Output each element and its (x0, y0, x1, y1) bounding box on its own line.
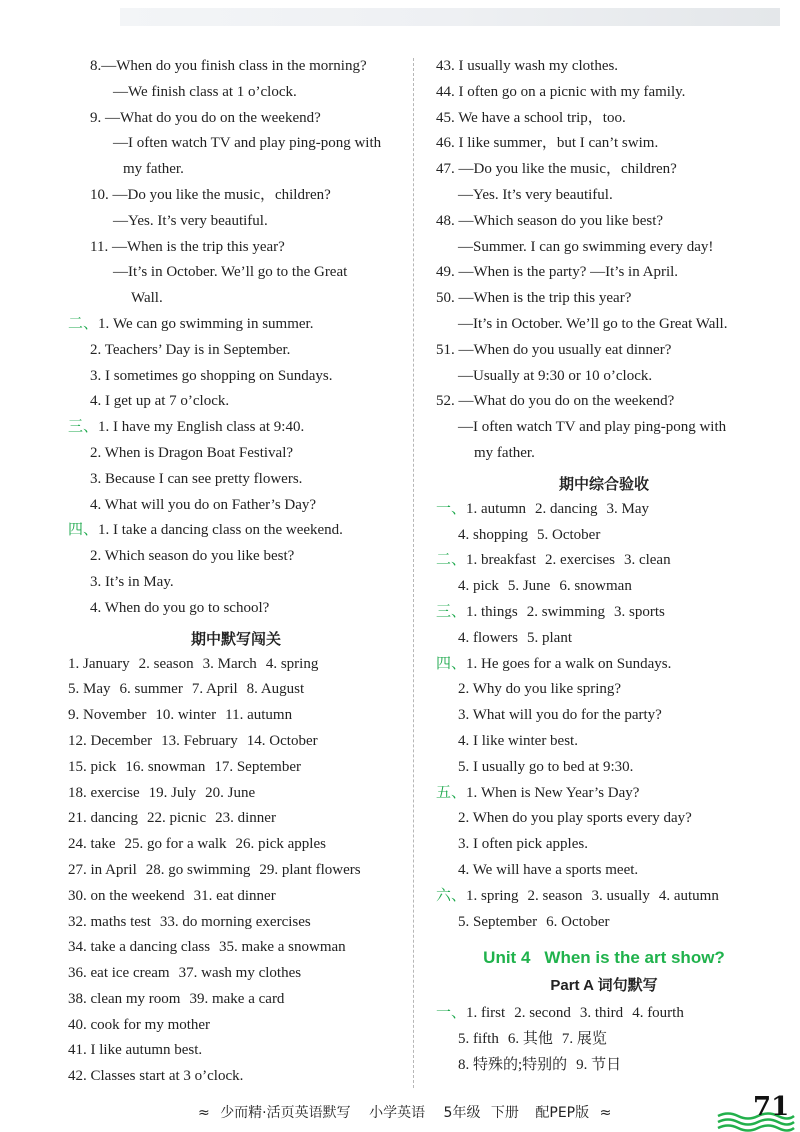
q49-line: 49. —When is the party? —It’s in April. (436, 264, 679, 281)
dictation-item: 34. take a dancing class (68, 939, 211, 956)
m3-marker: 三、 (436, 603, 467, 620)
dictation-item: 7. April (191, 681, 238, 698)
p1-row3 (436, 1053, 772, 1079)
m6-word: 5. September (458, 913, 538, 930)
q50-question: 50. —When is the trip this year? (436, 290, 632, 307)
q11-question: 11. —When is the trip this year? (90, 238, 285, 255)
wave-deco-left: ≈ (198, 1105, 210, 1121)
line-45: 45. We have a school trip，too. (436, 109, 626, 126)
sec3-item-text: 2. When is Dragon Boat Festival? (90, 444, 294, 461)
dictation-item: 1. January (68, 655, 130, 672)
line-44: 44. I often go on a picnic with my family. (436, 83, 686, 100)
dictation-row (68, 652, 404, 678)
dictation-item: 17. September (214, 758, 301, 775)
m2-word: 5. June (507, 578, 551, 595)
midterm-section-2 (436, 548, 772, 600)
midterm-section-1 (436, 497, 772, 549)
m1-row1 (436, 497, 772, 523)
part-title: Part A 词句默写 (550, 977, 658, 995)
m2-word: 6. snowman (559, 578, 632, 595)
q47-answer: —Yes. It’s very beautiful. (458, 186, 613, 203)
q11-answer-line1: —It’s in October. We’ll go to the Great (113, 264, 348, 281)
m4-item-2 (436, 677, 772, 703)
m3-word: 3. sports (614, 603, 665, 620)
m4-item-4 (436, 729, 772, 755)
q9-answer-line1: —I often watch TV and play ping-pong with (113, 135, 382, 152)
m5-item-4 (436, 858, 772, 884)
section-3-answers (68, 415, 404, 518)
sec3-item-text: 1. I have my English class at 9:40. (98, 419, 305, 436)
m2-row2 (436, 574, 772, 600)
sec3-item-3 (68, 467, 404, 493)
m5-item-text: 2. When do you play sports every day? (458, 810, 692, 827)
dictation-list (68, 652, 404, 1091)
dictation-item: 30. on the weekend (68, 887, 185, 904)
m2-word: 1. breakfast (466, 552, 536, 569)
part-a-section-1 (436, 1001, 772, 1078)
dictation-row (68, 910, 404, 936)
dictation-item: 38. clean my room (68, 990, 181, 1007)
dictation-row (68, 1038, 404, 1064)
line-46: 46. I like summer，but I can’t swim. (436, 135, 659, 152)
dictation-item: 14. October (246, 732, 318, 749)
m4-item-text: 2. Why do you like spring? (458, 681, 622, 698)
m6-word: 4. autumn (658, 887, 719, 904)
footer-series: 少而精·活页英语默写 (220, 1105, 351, 1121)
unit-heading (436, 935, 772, 971)
sec4-item-1 (68, 518, 404, 544)
dictation-item: 16. snowman (125, 758, 206, 775)
dictation-item: 22. picnic (146, 810, 207, 827)
m6-row1 (436, 884, 772, 910)
m6-word: 1. spring (466, 887, 519, 904)
m1-word: 3. May (606, 500, 649, 517)
dictation-item: 18. exercise (68, 784, 140, 801)
dictation-item: 35. make a snowman (219, 939, 346, 956)
dictation-row (68, 961, 404, 987)
q11-answer-line2: Wall. (131, 290, 163, 307)
m3-word: 4. flowers (458, 629, 518, 646)
midterm-section-6 (436, 884, 772, 936)
dictation-item: 28. go swimming (145, 861, 251, 878)
m1-marker: 一、 (436, 500, 467, 517)
p1-word: 5. fifth (458, 1031, 499, 1048)
dictation-row (68, 987, 404, 1013)
p1-row2 (436, 1027, 772, 1053)
sec4-item-text: 2. Which season do you like best? (90, 548, 295, 565)
dictation-item: 15. pick (68, 758, 117, 775)
midterm-section-3 (436, 600, 772, 652)
dictation-item: 40. cook for my mother (68, 1016, 211, 1033)
sec2-item-text: 2. Teachers’ Day is in September. (90, 341, 291, 358)
m6-word: 6. October (546, 913, 610, 930)
dictation-item: 6. summer (119, 681, 183, 698)
q52-question: 52. —What do you do on the weekend? (436, 393, 675, 410)
m6-row2 (436, 910, 772, 936)
m2-word: 3. clean (623, 552, 671, 569)
m4-item-5 (436, 755, 772, 781)
m4-item-text: 4. I like winter best. (458, 732, 578, 749)
dictation-item: 33. do morning exercises (159, 913, 311, 930)
q52-answer-line1: —I often watch TV and play ping-pong with (458, 419, 727, 436)
dictation-row (68, 729, 404, 755)
m1-word: 4. shopping (458, 526, 529, 543)
m1-row2 (436, 523, 772, 549)
sec2-item-1 (68, 312, 404, 338)
p1-word: 3. third (579, 1005, 624, 1022)
p1-word: 6. 其他 (507, 1031, 553, 1048)
sec2-item-text: 4. I get up at 7 o’clock. (90, 393, 230, 410)
m4-item-1 (436, 652, 772, 678)
p1-marker: 一、 (436, 1005, 467, 1022)
q8-question: 8.—When do you finish class in the morning? (90, 58, 367, 74)
dictation-item: 8. August (246, 681, 305, 698)
m1-word: 2. dancing (535, 500, 598, 517)
sec2-item-text: 3. I sometimes go shopping on Sundays. (90, 367, 333, 384)
m4-marker: 四、 (436, 655, 467, 672)
q9-question: 9. —What do you do on the weekend? (90, 109, 321, 126)
dictation-row (68, 858, 404, 884)
footer-edition: 配PEP版 (535, 1105, 590, 1121)
dictation-row (68, 781, 404, 807)
sec4-item-3 (68, 570, 404, 596)
dictation-item: 41. I like autumn best. (68, 1042, 203, 1059)
m3-word: 2. swimming (526, 603, 606, 620)
m2-marker: 二、 (436, 552, 467, 569)
dictation-item: 13. February (161, 732, 238, 749)
sec3-item-text: 4. What will you do on Father’s Day? (90, 496, 317, 513)
sec3-item-text: 3. Because I can see pretty flowers. (90, 470, 303, 487)
dictation-item: 29. plant flowers (259, 861, 361, 878)
midterm-section-5 (436, 781, 772, 884)
q51-question: 51. —When do you usually eat dinner? (436, 341, 672, 358)
page-footer (198, 1100, 628, 1126)
sec3-marker: 三、 (68, 419, 99, 436)
dictation-row (68, 677, 404, 703)
q10-question: 10. —Do you like the music，children? (90, 186, 331, 203)
dictation-item: 3. March (202, 655, 257, 672)
dictation-item: 32. maths test (68, 913, 151, 930)
m1-word: 1. autumn (466, 500, 527, 517)
dictation-row (68, 806, 404, 832)
midterm-section-4 (436, 652, 772, 781)
dictation-item: 36. eat ice cream (68, 965, 170, 982)
q8-answer: —We finish class at 1 o’clock. (113, 83, 297, 100)
q50-answer: —It’s in October. We’ll go to the Great Wall. (458, 315, 728, 332)
sec2-item-3 (68, 364, 404, 390)
page-number: 71 (753, 1092, 790, 1122)
dictation-row (68, 1013, 404, 1039)
section-2-answers (68, 312, 404, 415)
dictation-row (68, 755, 404, 781)
m4-item-text: 1. He goes for a walk on Sundays. (466, 655, 672, 672)
unit-label: Unit 4 (483, 948, 531, 968)
m4-item-text: 3. What will you do for the party? (458, 707, 662, 724)
dictation-item: 10. winter (155, 707, 217, 724)
dictation-item: 21. dancing (68, 810, 138, 827)
p1-row1 (436, 1001, 772, 1027)
midterm-heading: 期中综合验收 (558, 474, 649, 493)
wave-deco-right: ≈ (599, 1105, 612, 1121)
p1-word: 1. first (466, 1005, 506, 1022)
footer-term: 下册 (490, 1105, 519, 1121)
top-scan-strip (120, 8, 780, 26)
dictation-item: 25. go for a walk (124, 836, 227, 853)
right-column (436, 54, 772, 1079)
m5-marker: 五、 (436, 784, 467, 801)
m5-item-text: 1. When is New Year’s Day? (466, 784, 640, 801)
p1-word: 8. 特殊的;特别的 (458, 1056, 568, 1073)
q48-question: 48. —Which season do you like best? (436, 212, 664, 229)
sec4-item-text: 4. When do you go to school? (90, 599, 270, 616)
m2-word: 4. pick (458, 578, 499, 595)
m5-item-text: 3. I often pick apples. (458, 836, 588, 853)
m4-item-text: 5. I usually go to bed at 9:30. (458, 758, 634, 775)
dictation-item: 39. make a card (189, 990, 285, 1007)
dictation-item: 42. Classes start at 3 o’clock. (68, 1068, 244, 1085)
q52-answer-line2: my father. (474, 444, 535, 461)
m4-item-3 (436, 703, 772, 729)
sec3-item-1 (68, 415, 404, 441)
footer-subject: 小学英语 (369, 1105, 426, 1121)
dictation-row (68, 832, 404, 858)
sec2-item-text: 1. We can go swimming in summer. (98, 315, 314, 332)
m3-row1 (436, 600, 772, 626)
dictation-item: 5. May (68, 681, 111, 698)
q9-answer-line2: my father. (123, 161, 184, 178)
q51-answer: —Usually at 9:30 or 10 o’clock. (458, 367, 653, 384)
dictation-item: 2. season (138, 655, 194, 672)
p1-word: 2. second (514, 1005, 571, 1022)
dictation-row (68, 1064, 404, 1090)
dictation-item: 19. July (148, 784, 197, 801)
dictation-heading: 期中默写闯关 (190, 629, 281, 648)
footer-grade: 5年级 (443, 1105, 481, 1121)
sec2-item-4 (68, 389, 404, 415)
left-column (68, 54, 404, 1090)
sec2-item-2 (68, 338, 404, 364)
m3-word: 5. plant (527, 629, 572, 646)
m6-marker: 六、 (436, 887, 467, 904)
sec3-item-4 (68, 493, 404, 519)
sec3-item-2 (68, 441, 404, 467)
dictation-item: 24. take (68, 836, 116, 853)
unit-title: When is the art show? (544, 948, 725, 968)
line-43: 43. I usually wash my clothes. (436, 58, 619, 74)
sec4-item-text: 1. I take a dancing class on the weekend. (98, 522, 343, 539)
sec4-item-text: 3. It’s in May. (90, 573, 174, 590)
p1-word: 9. 节日 (576, 1056, 622, 1073)
dictation-item: 11. autumn (225, 707, 293, 724)
dictation-item: 31. eat dinner (193, 887, 276, 904)
p1-word: 7. 展览 (561, 1031, 607, 1048)
dictation-item: 20. June (205, 784, 256, 801)
m5-item-3 (436, 832, 772, 858)
dictation-item: 37. wash my clothes (178, 965, 302, 982)
m3-row2 (436, 626, 772, 652)
dictation-item: 4. spring (265, 655, 319, 672)
section-4-answers (68, 518, 404, 621)
m5-item-text: 4. We will have a sports meet. (458, 861, 639, 878)
dictation-item: 27. in April (68, 861, 137, 878)
sec4-item-2 (68, 544, 404, 570)
column-divider (413, 58, 414, 1088)
m5-item-1 (436, 781, 772, 807)
q48-answer: —Summer. I can go swimming every day! (458, 238, 714, 255)
sec2-marker: 二、 (68, 315, 99, 332)
m5-item-2 (436, 806, 772, 832)
m2-word: 2. exercises (544, 552, 615, 569)
sec4-marker: 四、 (68, 522, 99, 539)
dictation-row (68, 884, 404, 910)
q10-answer: —Yes. It’s very beautiful. (113, 212, 268, 229)
m2-row1 (436, 548, 772, 574)
sec4-item-4 (68, 596, 404, 622)
m6-word: 2. season (527, 887, 583, 904)
q47-question: 47. —Do you like the music，children? (436, 161, 677, 178)
dictation-item: 12. December (68, 732, 153, 749)
dictation-row (68, 935, 404, 961)
dictation-row (68, 703, 404, 729)
m6-word: 3. usually (591, 887, 650, 904)
m1-word: 5. October (537, 526, 601, 543)
dictation-item: 9. November (68, 707, 147, 724)
dictation-item: 26. pick apples (235, 836, 326, 853)
p1-word: 4. fourth (632, 1005, 684, 1022)
m3-word: 1. things (466, 603, 518, 620)
dictation-item: 23. dinner (215, 810, 276, 827)
